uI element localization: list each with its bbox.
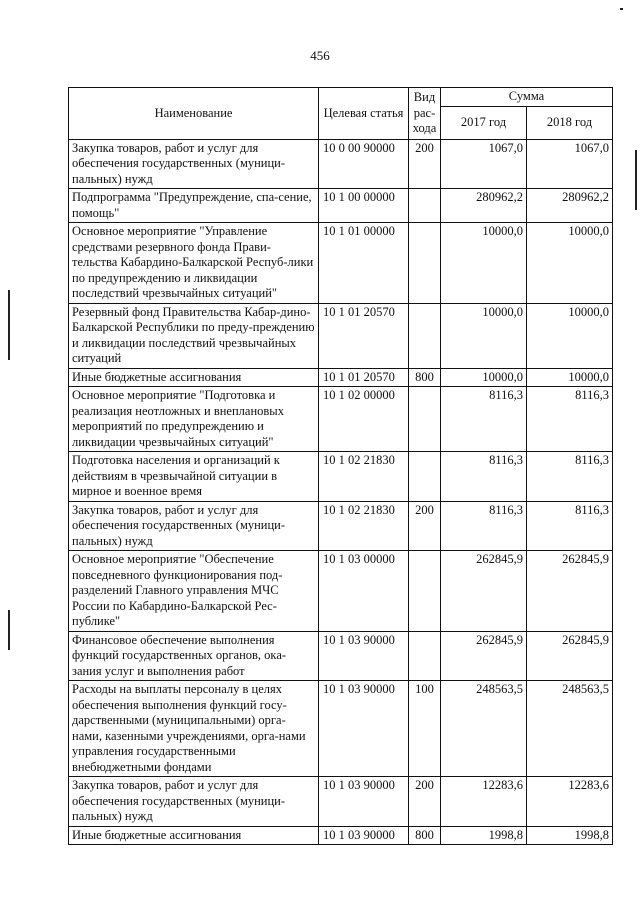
budget-table bbox=[68, 87, 613, 845]
row-sum-2017: 10000,0 bbox=[441, 303, 527, 368]
row-name: Иные бюджетные ассигнования bbox=[69, 826, 319, 845]
table-row bbox=[69, 551, 613, 632]
row-article-code: 10 1 03 90000 bbox=[319, 826, 409, 845]
table-row bbox=[69, 139, 613, 189]
header-article: Целевая статья bbox=[319, 88, 409, 140]
row-article-code: 10 1 01 20570 bbox=[319, 303, 409, 368]
row-expense-kind bbox=[409, 551, 441, 632]
row-sum-2018: 8116,3 bbox=[527, 452, 613, 502]
header-year-2018: 2018 год bbox=[527, 106, 613, 139]
table-row bbox=[69, 826, 613, 845]
row-name: Основное мероприятие "Обеспечение повседневного функционирования под-разделений Главного управления МЧС России по Кабардино-Балкарской Рес-публике" bbox=[69, 551, 319, 632]
row-article-code: 10 1 03 90000 bbox=[319, 681, 409, 777]
table-row bbox=[69, 452, 613, 502]
scan-mark bbox=[620, 8, 623, 10]
row-name: Расходы на выплаты персоналу в целях обеспечения выполнения функций госу-дарственными (муниципальными) орга-нами, казенными учреждениями, орга-нами управления государственными внебюджетными фондами bbox=[69, 681, 319, 777]
row-sum-2018: 10000,0 bbox=[527, 368, 613, 387]
row-sum-2018: 1998,8 bbox=[527, 826, 613, 845]
table-body bbox=[69, 139, 613, 845]
row-article-code: 10 1 03 00000 bbox=[319, 551, 409, 632]
row-article-code: 10 0 00 90000 bbox=[319, 139, 409, 189]
scan-mark bbox=[635, 150, 637, 210]
row-expense-kind bbox=[409, 189, 441, 223]
row-expense-kind bbox=[409, 303, 441, 368]
scan-mark bbox=[8, 610, 10, 650]
row-article-code: 10 1 03 90000 bbox=[319, 631, 409, 681]
row-expense-kind: 800 bbox=[409, 368, 441, 387]
row-sum-2017: 8116,3 bbox=[441, 501, 527, 551]
row-sum-2017: 248563,5 bbox=[441, 681, 527, 777]
row-article-code: 10 1 00 00000 bbox=[319, 189, 409, 223]
row-sum-2018: 10000,0 bbox=[527, 303, 613, 368]
header-row bbox=[69, 88, 613, 107]
header-year-2017: 2017 год bbox=[441, 106, 527, 139]
row-sum-2018: 8116,3 bbox=[527, 387, 613, 452]
row-sum-2018: 248563,5 bbox=[527, 681, 613, 777]
row-expense-kind: 800 bbox=[409, 826, 441, 845]
row-expense-kind bbox=[409, 387, 441, 452]
row-name: Иные бюджетные ассигнования bbox=[69, 368, 319, 387]
table-row bbox=[69, 223, 613, 304]
row-name: Резервный фонд Правительства Кабар-дино-Балкарской Республики по преду-преждению и ликвидации последствий чрезвычайных ситуаций bbox=[69, 303, 319, 368]
row-sum-2018: 12283,6 bbox=[527, 777, 613, 827]
row-sum-2018: 1067,0 bbox=[527, 139, 613, 189]
row-name: Закупка товаров, работ и услуг для обеспечения государственных (муници-пальных) нужд bbox=[69, 501, 319, 551]
row-sum-2017: 8116,3 bbox=[441, 387, 527, 452]
row-sum-2018: 8116,3 bbox=[527, 501, 613, 551]
row-sum-2018: 262845,9 bbox=[527, 551, 613, 632]
page-number: 456 bbox=[310, 48, 330, 63]
row-sum-2018: 262845,9 bbox=[527, 631, 613, 681]
table-row bbox=[69, 501, 613, 551]
row-name: Основное мероприятие "Подготовка и реализация неотложных и внеплановых мероприятий по предупреждению и ликвидации чрезвычайных ситуаций" bbox=[69, 387, 319, 452]
row-expense-kind: 100 bbox=[409, 681, 441, 777]
table-row bbox=[69, 303, 613, 368]
row-article-code: 10 1 03 90000 bbox=[319, 777, 409, 827]
row-name: Основное мероприятие "Управление средствами резервного фонда Прави-тельства Кабардино-Балкарской Респуб-лики по предупреждению и ликвидации последствий чрезвычайных ситуаций" bbox=[69, 223, 319, 304]
row-expense-kind bbox=[409, 631, 441, 681]
table-row bbox=[69, 631, 613, 681]
row-article-code: 10 1 02 00000 bbox=[319, 387, 409, 452]
scan-mark bbox=[8, 290, 10, 360]
row-expense-kind: 200 bbox=[409, 777, 441, 827]
header-name: Наименование bbox=[69, 88, 319, 140]
row-sum-2017: 280962,2 bbox=[441, 189, 527, 223]
header-sum: Сумма bbox=[441, 88, 613, 107]
table-row bbox=[69, 189, 613, 223]
header-kind: Вид рас-хода bbox=[409, 88, 441, 140]
row-sum-2018: 10000,0 bbox=[527, 223, 613, 304]
row-expense-kind: 200 bbox=[409, 139, 441, 189]
table-row bbox=[69, 777, 613, 827]
row-sum-2017: 262845,9 bbox=[441, 631, 527, 681]
table-row bbox=[69, 368, 613, 387]
row-name: Закупка товаров, работ и услуг для обеспечения государственных (муници-пальных) нужд bbox=[69, 139, 319, 189]
row-name: Подпрограмма "Предупреждение, спа-сение, помощь" bbox=[69, 189, 319, 223]
row-sum-2018: 280962,2 bbox=[527, 189, 613, 223]
row-name: Подготовка населения и организаций к действиям в чрезвычайной ситуации в мирное и военное время bbox=[69, 452, 319, 502]
row-name: Закупка товаров, работ и услуг для обеспечения государственных (муници-пальных) нужд bbox=[69, 777, 319, 827]
table-row bbox=[69, 387, 613, 452]
row-article-code: 10 1 02 21830 bbox=[319, 501, 409, 551]
table-row bbox=[69, 681, 613, 777]
row-expense-kind bbox=[409, 223, 441, 304]
row-sum-2017: 8116,3 bbox=[441, 452, 527, 502]
row-sum-2017: 1998,8 bbox=[441, 826, 527, 845]
row-expense-kind: 200 bbox=[409, 501, 441, 551]
row-article-code: 10 1 01 00000 bbox=[319, 223, 409, 304]
row-article-code: 10 1 02 21830 bbox=[319, 452, 409, 502]
row-sum-2017: 10000,0 bbox=[441, 223, 527, 304]
row-sum-2017: 10000,0 bbox=[441, 368, 527, 387]
row-name: Финансовое обеспечение выполнения функций государственных органов, ока-зания услуг и выполнения работ bbox=[69, 631, 319, 681]
row-expense-kind bbox=[409, 452, 441, 502]
row-sum-2017: 12283,6 bbox=[441, 777, 527, 827]
row-article-code: 10 1 01 20570 bbox=[319, 368, 409, 387]
row-sum-2017: 1067,0 bbox=[441, 139, 527, 189]
row-sum-2017: 262845,9 bbox=[441, 551, 527, 632]
